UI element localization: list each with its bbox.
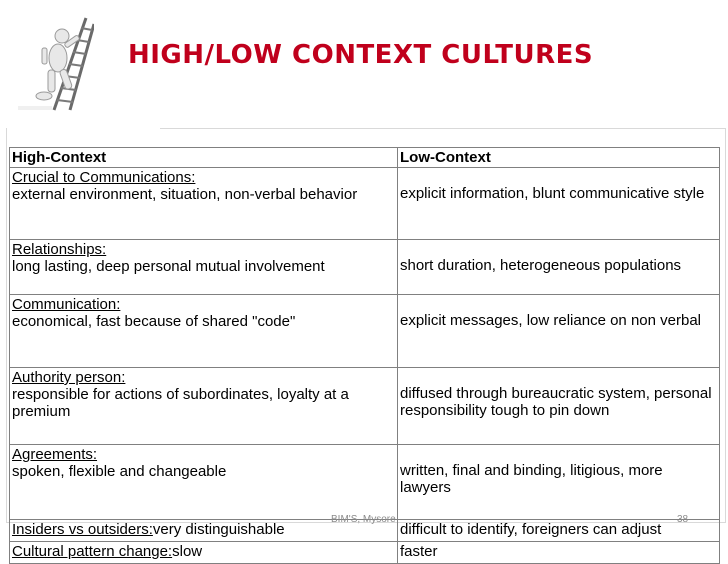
slide-title: HIGH/LOW CONTEXT CULTURES (128, 40, 594, 70)
table-row (10, 368, 720, 445)
high-context-cell (10, 368, 398, 445)
table-row (10, 445, 720, 520)
footer-text: BIM'S, Mysore (331, 514, 396, 525)
low-context-cell: explicit information, blunt communicative style (398, 168, 720, 240)
page-number: 38 (677, 514, 689, 525)
table-header-row (10, 148, 720, 168)
row-label: Crucial to Communications: (12, 169, 196, 186)
high-context-text: external environment, situation, non-verbal behavior (12, 186, 358, 203)
row-label: Cultural pattern change: (12, 543, 173, 560)
table-row (10, 240, 720, 295)
table-row (10, 542, 720, 564)
high-context-text: long lasting, deep personal mutual involvement (12, 258, 325, 275)
low-context-cell: faster (398, 542, 720, 564)
row-label: Agreements: (12, 446, 98, 463)
high-context-cell (10, 240, 398, 295)
context-comparison-table (9, 147, 720, 564)
row-label: Insiders vs outsiders: (12, 521, 153, 538)
row-label: Communication: (12, 296, 121, 313)
row-label: Relationships: (12, 241, 107, 258)
high-context-text: slow (172, 543, 203, 560)
low-context-cell: difficult to identify, foreigners can adjust (398, 520, 720, 542)
header-high-context: High-Context (10, 148, 398, 168)
low-context-cell: diffused through bureaucratic system, personal responsibility tough to pin down (398, 368, 720, 445)
high-context-text: very distinguishable (152, 521, 285, 538)
high-context-text: economical, fast because of shared "code" (12, 313, 296, 330)
climbing-ladder-figure-icon (14, 14, 94, 112)
high-context-cell (10, 168, 398, 240)
header-low-context: Low-Context (398, 148, 720, 168)
low-context-cell: explicit messages, low reliance on non verbal (398, 295, 720, 368)
low-context-cell: short duration, heterogeneous populations (398, 240, 720, 295)
high-context-cell (10, 445, 398, 520)
row-label: Authority person: (12, 369, 126, 386)
high-context-cell (10, 542, 398, 564)
table-row (10, 168, 720, 240)
high-context-cell (10, 295, 398, 368)
high-context-text: responsible for actions of subordinates, loyalty at a premium (12, 386, 349, 420)
table-row (10, 295, 720, 368)
high-context-text: spoken, flexible and changeable (12, 463, 227, 480)
low-context-cell: written, final and binding, litigious, more lawyers (398, 445, 720, 520)
